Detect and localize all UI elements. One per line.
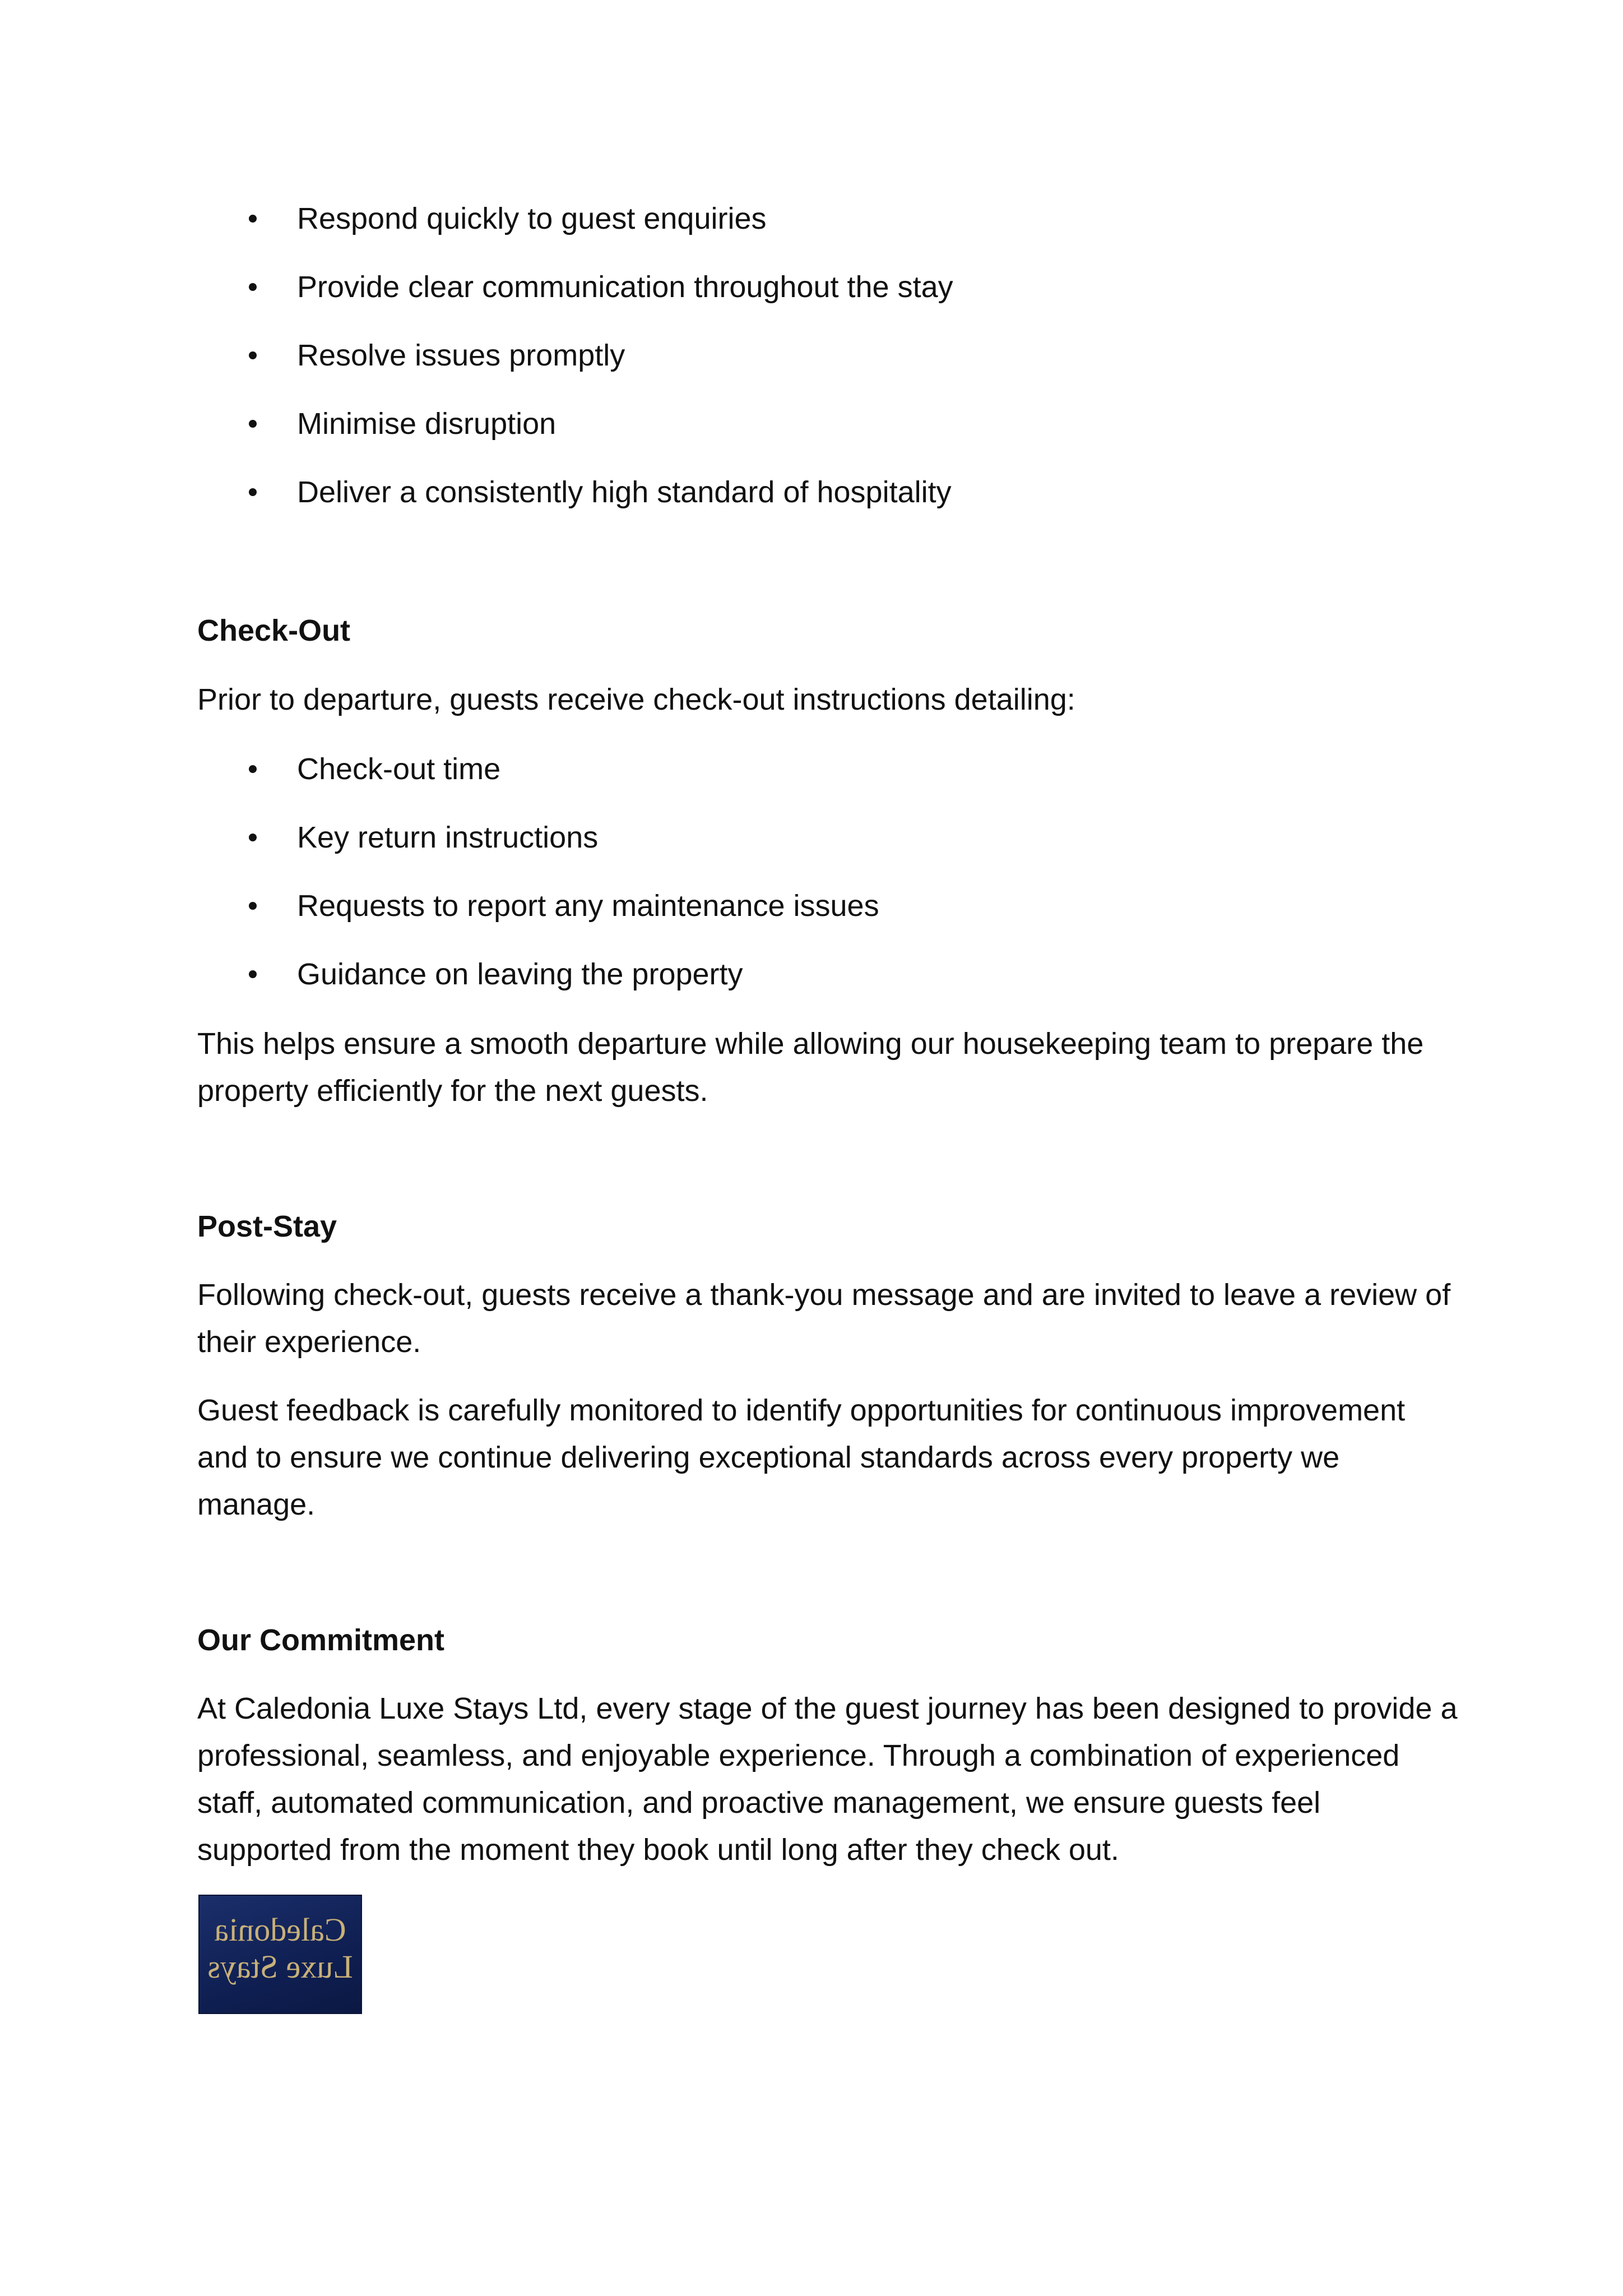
post-stay-paragraph-2: Guest feedback is carefully monitored to identify opportunities for continuous improvement and to ensure we continue delivering exceptional standards across every property we manage. — [197, 1394, 1406, 1521]
company-logo — [198, 1895, 362, 2014]
list-item — [197, 469, 953, 516]
bullet-icon — [249, 351, 257, 359]
bullet-icon — [249, 834, 257, 841]
list-item-text: Requests to report any maintenance issues — [297, 889, 879, 923]
list-item-text: Provide clear communication throughout the stay — [297, 270, 953, 304]
logo-line-1: Caledonia — [214, 1911, 346, 1948]
list-item-text: Resolve issues promptly — [297, 339, 625, 372]
list-item — [197, 746, 879, 793]
post-stay-paragraph-1: Following check-out, guests receive a thank-you message and are invited to leave a review of their experience. — [197, 1278, 1451, 1359]
commitment-heading: Our Commitment — [197, 1623, 445, 1657]
list-item — [197, 400, 953, 447]
list-item — [197, 882, 879, 929]
list-item-text: Check-out time — [297, 752, 501, 786]
list-item — [197, 332, 953, 379]
checkout-heading: Check-Out — [197, 614, 351, 647]
bullet-icon — [249, 283, 257, 291]
list-item-text: Key return instructions — [297, 821, 599, 854]
list-item-text: Deliver a consistently high standard of hospitality — [297, 475, 952, 509]
checkout-list — [197, 746, 879, 1019]
list-item — [197, 263, 953, 311]
list-item-text: Minimise disruption — [297, 407, 557, 441]
bullet-icon — [249, 420, 257, 428]
checkout-intro: Prior to departure, guests receive check-out instructions detailing: — [197, 683, 1075, 716]
post-stay-heading: Post-Stay — [197, 1210, 337, 1243]
bullet-icon — [249, 215, 257, 223]
checkout-summary: This helps ensure a smooth departure while allowing our housekeeping team to prepare the property efficiently for the next guests. — [197, 1027, 1424, 1108]
bullet-icon — [249, 765, 257, 773]
list-item-text: Guidance on leaving the property — [297, 957, 743, 991]
list-item-text: Respond quickly to guest enquiries — [297, 202, 767, 235]
list-item — [197, 195, 953, 242]
guest-support-list — [197, 195, 953, 537]
commitment-paragraph: At Caledonia Luxe Stays Ltd, every stage of the guest journey has been designed to provide a professional, seamless, and enjoyable experience. Through a combination of experienced staff, automated communication, and proactive management, we ensure guests feel supported from the moment they book until long after they check out. — [197, 1692, 1458, 1867]
bullet-icon — [249, 902, 257, 910]
list-item — [197, 814, 879, 861]
logo-line-2: Luxe Stays — [207, 1948, 353, 1985]
list-item — [197, 951, 879, 998]
bullet-icon — [249, 970, 257, 978]
bullet-icon — [249, 488, 257, 496]
